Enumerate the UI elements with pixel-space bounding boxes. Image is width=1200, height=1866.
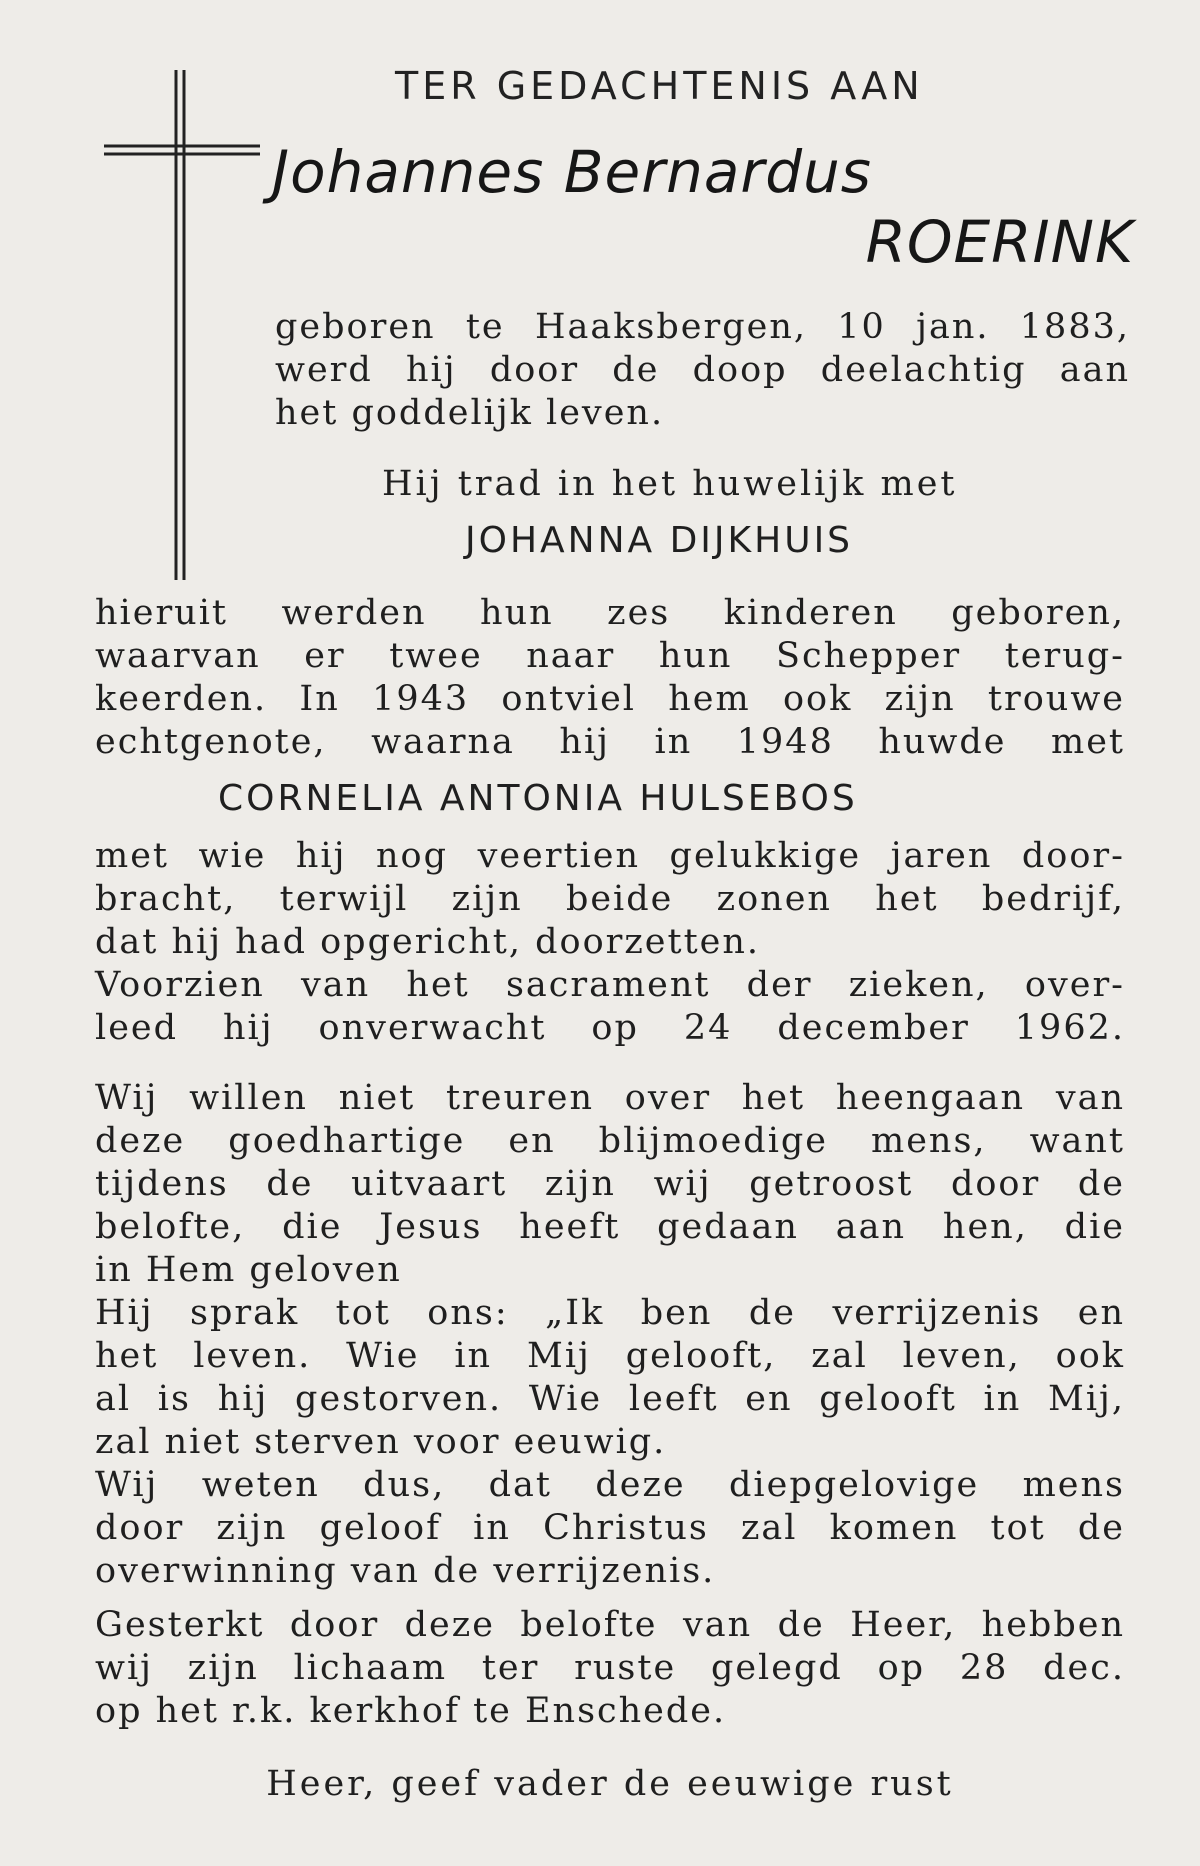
- faith-line: het leven. Wie in Mij gelooft, zal leven, ook: [95, 1336, 1125, 1376]
- faith-line: zal niet sterven voor eeuwig.: [95, 1422, 667, 1462]
- children-line: hieruit werden hun zes kinderen geboren,: [95, 593, 1125, 633]
- later-life-line: Voorzien van het sacrament der zieken, over-: [95, 965, 1125, 1005]
- first-wife-name: JOHANNA DIJKHUIS: [465, 520, 854, 561]
- children-line: echtgenote, waarna hij in 1948 huwde met: [95, 722, 1125, 762]
- birth-line: werd hij door de doop deelachtig aan: [275, 350, 1130, 390]
- children-line: waarvan er twee naar hun Schepper terug-: [95, 636, 1125, 676]
- faith-line: door zijn geloof in Christus zal komen tot de: [95, 1508, 1125, 1548]
- deceased-surname: ROERINK: [865, 208, 1134, 276]
- burial-line: wij zijn lichaam ter ruste gelegd op 28 dec.: [95, 1648, 1125, 1688]
- burial-line: Gesterkt door deze belofte van de Heer, hebben: [95, 1605, 1125, 1645]
- birth-line: geboren te Haaksbergen, 10 jan. 1883,: [275, 307, 1130, 347]
- later-life-line: dat hij had opgericht, doorzetten.: [95, 922, 761, 962]
- later-life-line: leed hij onverwacht op 24 december 1962.: [95, 1008, 1125, 1048]
- birth-line: het goddelijk leven.: [275, 393, 665, 433]
- faith-line: overwinning van de verrijzenis.: [95, 1551, 716, 1591]
- faith-line: Wij willen niet treuren over het heengaan van: [95, 1078, 1125, 1118]
- cross-icon: [100, 70, 270, 580]
- later-life-line: met wie hij nog veertien gelukkige jaren door-: [95, 836, 1125, 876]
- faith-line: deze goedhartige en blijmoedige mens, want: [95, 1121, 1125, 1161]
- second-wife-name: CORNELIA ANTONIA HULSEBOS: [218, 778, 858, 819]
- faith-line: al is hij gestorven. Wie leeft en gelooft in Mij,: [95, 1379, 1125, 1419]
- faith-line: belofte, die Jesus heeft gedaan aan hen, die: [95, 1207, 1125, 1247]
- faith-line: tijdens de uitvaart zijn wij getroost door de: [95, 1164, 1125, 1204]
- later-life-line: bracht, terwijl zijn beide zonen het bedrijf,: [95, 879, 1125, 919]
- faith-line: Hij sprak tot ons: „Ik ben de verrijzenis en: [95, 1293, 1125, 1333]
- children-line: keerden. In 1943 ontviel hem ook zijn trouwe: [95, 679, 1125, 719]
- faith-line: in Hem geloven: [95, 1250, 402, 1290]
- faith-line: Wij weten dus, dat deze diepgelovige mens: [95, 1465, 1125, 1505]
- deceased-first-names: Johannes Bernardus: [272, 138, 873, 206]
- marriage-intro: Hij trad in het huwelijk met: [382, 464, 958, 504]
- memorial-heading: TER GEDACHTENIS AAN: [395, 64, 924, 108]
- closing-prayer: Heer, geef vader de eeuwige rust: [266, 1764, 954, 1804]
- burial-line: op het r.k. kerkhof te Enschede.: [95, 1691, 727, 1731]
